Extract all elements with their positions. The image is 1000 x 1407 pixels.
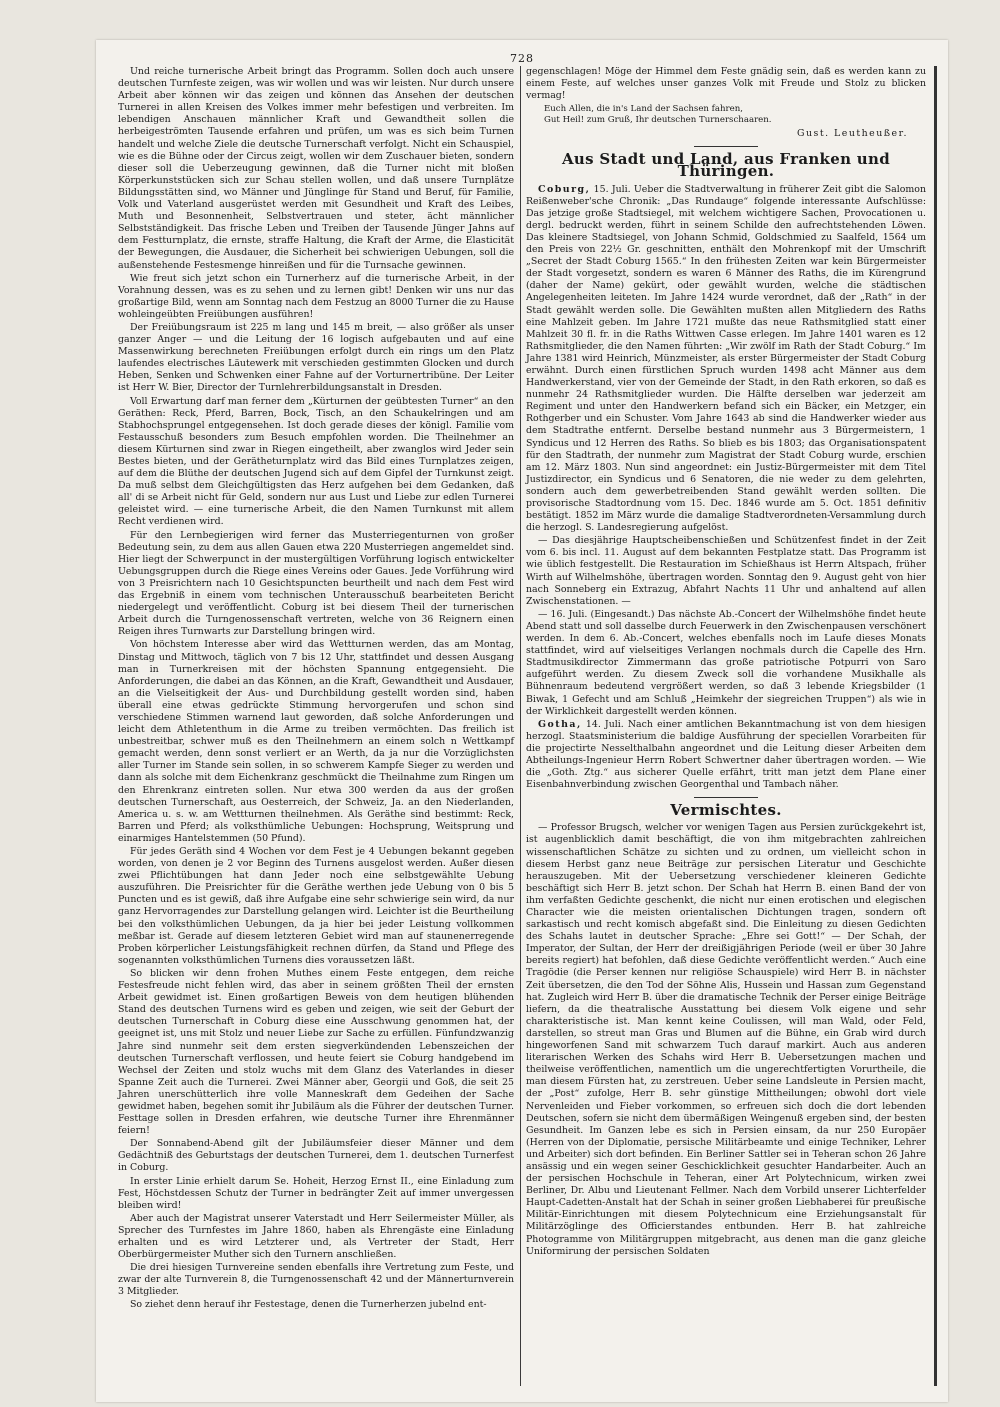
separator-rule [694, 797, 758, 798]
paragraph-text: Die drei hiesigen Turnvereine senden ebenfalls ihre Vertretung zum Feste, und zwar der alte Turnverein 8, die Turngenossenschaft 42 und der Männerturnverein 3 Mitglieder. [118, 1262, 514, 1298]
paragraph-text: — 16. Juli. (Eingesandt.) Das nächste Ab.-Concert der Wilhelmshöhe findet heute Abend statt und soll dasselbe durch Feuerwerk in den Zwischenpausen verschönert werden. In dem 6. Ab.-Concert, welches ebenfalls noch im Laufe dieses Monats stattfindet, wird auf vielseitiges Verlangen nochmals durch die Capelle des Hrn. Stadtmusikdirector Zimmermann das große patriotische Potpurri von Saro aufgeführt werden. Zu diesem Zweck soll die vorhandene Musikhalle als Bühnenraum bedeutend vergrößert werden, so daß 3 lebende Kriegsbilder (1 Biwak, 1 Gefecht und am Schluß „Heimkehr der siegreichen Truppen“) als wie in der Wirklichkeit dargestellt werden können. [526, 608, 926, 717]
article-paragraph [118, 530, 514, 639]
verse-line: Euch Allen, die in's Land der Sachsen fahren, [544, 104, 743, 115]
article-paragraph [526, 609, 926, 718]
paragraph-text: So ziehet denn herauf ihr Festestage, denen die Turnerherzen jubelnd ent- [130, 1299, 487, 1311]
paragraph-text: So blicken wir denn frohen Muthes einem Feste entgegen, dem reiche Festesfreude nicht fehlen wird, das aber in seinem größten Theil der ernsten Arbeit gewidmet ist. Einen großartigen Beweis von dem heutigen blühenden Stand des deutschen Turnens wird es geben und zeigen, wie seit der Geburt der deutschen Turnerschaft in Coburg diese eine Ausschwung genommen hat, der geeignet ist, uns mit Stolz und neuer Liebe zur Sache zu erfüllen. Fünfundzwanzig Jahre sind nunmehr seit dem ersten siegverkündenden Lebenszeichen der deutschen Turnerschaft verflossen, und heute feiert sie Coburg handgebend im Wechsel der Zeiten und stolz wuchs mit dem Glanz des Vaterlandes in dieser Spanne Zeit auch die Turnerei. Zwei Männer aber, Georgii und Goß, die seit 25 Jahren unerschütterlich ihre volle Manneskraft dem Gedeihen der Sache gewidmet haben, begehen somit ihr Jubiläum als die Führer der deutschen Turner. Festtage sollen in Dresden erfahren, wie deutsche Turner ihre Ehrenmänner feiern! [118, 967, 514, 1137]
article-paragraph [526, 184, 926, 535]
dateline: Coburg, [538, 183, 591, 195]
paragraph-text: Von höchstem Interesse aber wird das Wettturnen werden, das am Montag, Dinstag und Mittwoch, täglich von 7 bis 12 Uhr, stattfindet und dessen Ausgang man in Turnerkreisen mit der höchsten Spannung entgegensieht. Die Anforderungen, die dabei an das Können, an die Kraft, Gewandtheit und Ausdauer, an die Vielseitigkeit der Aus- und Durchbildung gestellt worden sind, haben überall eine etwas gedrückte Stimmung hervorgerufen und schon sind verschiedene Stimmen warnend laut geworden, daß solche Anforderungen und leicht dem Athletenthum in die Arme zu treiben vermöchten. Das freilich ist unbestreitbar, schwer muß es den Theilnehmern an einem solch n Wettkampf gemacht werden, denn sonst verliert er an Werth, da ja nur die Vorzüglichsten aller Turner im Stande sein sollen, in so schwerem Kampfe Sieger zu werden und dann als solche mit dem Eichenkranz geschmückt die Theilnahme zum Ringen um den Ehrenkranz eintreten sollen. Nur etwa 300 werden da aus der großen deutschen Turnerschaft, aus Oesterreich, der Schweiz, Ja. an den Niederlanden, America u. s. w. am Wettturnen theilnehmen. Als Geräthe sind bestimmt: Reck, Barren und Pferd; als volksthümliche Uebungen: Hochsprung, Weitsprung und einarmiges Hantelstemmen (50 Pfund). [118, 639, 514, 844]
right-column [526, 66, 926, 1259]
paragraph-text: Voll Erwartung darf man ferner dem „Kürturnen der geübtesten Turner“ an den Geräthen: Reck, Pferd, Barren, Bock, Tisch, an den Schaukelringen und am Stabhochsprungel entgegensehen. Ist doch gerade dieses der königl. Familie vom Festausschuß besonders zum Besuch empfohlen worden. Die Theilnehmer an diesem Kürturnen sind zwar in Riegen eingetheilt, aber zwanglos wird Jeder sein Bestes bieten, und der Gerätheturnplatz wird das Bild eines Turnplatzes zeigen, auf dem die Blüthe der deutschen Jugend sich auf dem Gipfel der Turnkunst zeigt. Da muß selbst dem Gleichgültigsten das Herz aufgehen bei dem Gedanken, daß all' di se Arbeit nicht für Geld, sondern nur aus Lust und Liebe zur edlen Turnerei geleistet wird. — eine turnerische Arbeit, die den Namen Turnkunst mit allem Recht verdienen wird. [118, 395, 514, 528]
left-column [118, 66, 514, 1313]
paragraph-text: Für den Lernbegierigen wird ferner das Musterriegenturnen von großer Bedeutung sein, zu dem aus allen Gauen etwa 220 Musterriegen angemeldet sind. Hier liegt der Schwerpunct in der mustergültigen Vorführung logisch entwickelter Uebungsgruppen durch die Riege eines Vereins oder Gaues. Jede Vorführung wird von 3 Preisrichtern nach 10 Gesichtspuncten beurtheilt und nach dem Fest wird das Ergebniß in einem vom technischen Unterausschuß bearbeiteten Bericht niedergelegt und veröffentlicht. Coburg ist bei diesem Theil der turnerischen Arbeit durch die Turngenossenschaft vertreten, welche von 36 Reignern einen Reigen ihres Turnwarts zur Darstellung bringen wird. [118, 529, 514, 638]
paragraph-text: Und reiche turnerische Arbeit bringt das Programm. Sollen doch auch unsere deutschen Turnfeste zeigen, was wir wollen und was wir leisten. Nur durch unsere Arbeit aber können wir das zeigen und können das Ansehen der deutschen Turnerei in allen Kreisen des Volkes immer mehr befestigen und verbreiten. Im lebendigen Anschauen männlicher Kraft und Gewandtheit sollen die herbeigeströmten Tausende erfahren und prüfen, um was es sich beim Turnen handelt und welche Ziele die deutsche Turnerschaft verfolgt. Nicht ein Schauspiel, wie es die Bühne oder der Circus zeigt, wollen wir dem Zuschauer bieten, sondern dieser soll die Ueberzeugung gewinnen, daß die Turner nicht mit bloßen Körperkunststücken sich zur Schau stellen wollen, und daß unsere Turnplätze Bildungsstätten sind, wo Männer und Jünglinge für Stand und Beruf, für Familie, Volk und Vaterland ausgerüstet werden mit Gesundheit und Kraft des Leibes, Muth und Besonnenheit, Selbstvertrauen und steter, ächt männlicher Selbstständigkeit. Das frische Leben und Treiben der Tausende Jünger Jahns auf dem Festturnplatz, die ernste, straffe Haltung, die Kraft der Arme, die Elasticität der Bewegungen, die Ausdauer, die Sicherheit bei schwierigen Uebungen, soll die außenstehende Festesmenge hinreißen und für die Turnsache gewinnen. [118, 66, 514, 271]
section-heading-miscellaneous: Vermischtes. [670, 801, 782, 820]
regional-news-body [526, 184, 926, 792]
right-border-rule [934, 66, 937, 1386]
paragraph-text: — Das diesjährige Hauptscheibenschießen und Schützenfest findet in der Zeit vom 6. bis incl. 11. August auf dem bekannten Festplatze statt. Das Programm ist wie üblich festgestellt. Die Restauration im Schießhaus ist Herrn Altspach, früher Wirth auf Wilhelmshöhe, übertragen worden. Sonntag den 9. August geht von hier nach Sonneberg ein Extrazug, Abfahrt Nachts 11 Uhr und anhaltend auf allen Zwischenstationen. — [526, 535, 926, 607]
article-paragraph [526, 719, 926, 792]
article-paragraph [118, 846, 514, 967]
paragraph-text: Wie freut sich jetzt schon ein Turnerherz auf die turnerische Arbeit, in der Vorahnung dessen, was es zu sehen und zu lernen gibt! Denken wir uns nur das großartige Bild, wenn am Sonntag nach dem Festzug an 8000 Turner die zu Hause wohleingeübten Freiübungen ausführen! [118, 272, 514, 320]
article-paragraph [118, 396, 514, 529]
article-paragraph [118, 273, 514, 321]
paragraph-text: Für jedes Geräth sind 4 Wochen vor dem Fest je 4 Uebungen bekannt gegeben worden, von denen je 2 vor Beginn des Turnens ausgelost werden. Außer diesen zwei Pflichtübungen hat dann Jeder noch eine selbstgewählte Uebung auszuführen. Die Preisrichter für die Geräthe werthen jede Uebung von 0 bis 5 Puncten und es ist gewiß, daß ihre Aufgabe eine sehr schwierige sein wird, da nur ganz Hervorragendes zur Darstellung gelangen wird. Leichter ist die Beurtheilung bei den volksthümlichen Uebungen, da ja hier bei jeder Leistung vollkommen meßbar ist. Gerade auf diesem letzteren Gebiet wird man auf staunenerregende Proben körperlicher Leistungsfähigkeit rechnen dürfen, da Stand und Pflege des sogenannten volksthümlichen Turnens dies voraussetzen läßt. [118, 846, 514, 966]
article-continuation: gegenschlagen! Möge der Himmel dem Feste gnädig sein, daß es werden kann zu einem Feste, auf welches unser ganzes Volk mit Freude und Stolz zu blicken vermag! [526, 66, 926, 102]
section-heading-regional: Aus Stadt und Land, aus Franken und Thüringen. [561, 150, 891, 181]
miscellaneous-body [526, 822, 926, 1257]
page-number: 728 [510, 52, 534, 65]
closing-verse [544, 104, 926, 126]
article-paragraph [118, 66, 514, 272]
verse-line: Gut Heil! zum Gruß, Ihr deutschen Turnerschaaren. [544, 115, 772, 126]
article-paragraph [118, 639, 514, 845]
article-paragraph [118, 1262, 514, 1298]
paragraph-text: Der Sonnabend-Abend gilt der Jubiläumsfeier dieser Männer und dem Gedächtniß des Geburtstags der deutschen Turnerei, dem 1. deutschen Turnerfest in Coburg. [118, 1138, 514, 1174]
paragraph-text: 14. Juli. Nach einer amtlichen Bekanntmachung ist von dem hiesigen herzogl. Staatsministerium die baldige Ausführung der speciellen Vorarbeiten für die projectirte Nesselthalbahn angeordnet und die Leitung dieser Arbeiten dem Abtheilungs-Ingenieur Herrn Robert Schwertner daher übertragen worden. — Wie die „Goth. Ztg.“ aus sicherer Quelle erfährt, tritt man jetzt dem Plane einer Eisenbahnverbindung zwischen Georgenthal und Tambach näher. [526, 718, 926, 791]
separator-rule [694, 146, 758, 147]
article-paragraph [526, 822, 926, 1257]
article-paragraph [118, 1138, 514, 1174]
newspaper-page [96, 40, 948, 1402]
paragraph-text: — Professor Brugsch, welcher vor wenigen Tagen aus Persien zurückgekehrt ist, ist augenblicklich damit beschäftigt, die von ihm mitgebrachten zahlreichen wissenschaftlichen Schätze zu sichten und zu ordnen, um vielleicht schon in diesem Herbst ganz neue Beiträge zur persischen Literatur und Geschichte herauszugeben. Mit der Uebersetzung verschiedener kleineren Gedichte beschäftigt sich Herr B. jetzt schon. Der Schah hat Herrn B. einen Band der von ihm verfaßten Gedichte geschenkt, die nicht nur einen erotischen und elegischen Character wie die meisten orientalischen Dichtungen tragen, sondern oft sarkastisch und recht komisch abgefaßt sind. Die Einleitung zu diesen Gedichten des Schahs lautet in deutscher Sprache: „Ehre sei Gott!“ — Der Schah, der Imperator, der Sultan, der Herr der dreißigjährigen Periode (weil er über 30 Jahre bereits regiert) hat befohlen, daß diese Gedichte veröffentlicht werden.“ Auch eine Tragödie (die Perser kennen nur religiöse Schauspiele) wird Herr B. in nächster Zeit übersetzen, die den Tod der Söhne Alis, Hussein und Hassan zum Gegenstand hat. Zugleich wird Herr B. über die dramatische Technik der Perser einige Beiträge liefern, da die theatralische Ausstattung bei diesem Volk eigene und sehr charakteristische ist. Man kennt keine Coulissen, will man Wald, oder Feld, darstellen, so streut man Gras und Blumen auf die Bühne, ein Grab wird durch hingeworfenen Sand mit schwarzem Tuch darauf markirt. Auch aus anderen literarischen Werken des Schahs wird Herr B. Uebersetzungen machen und theilweise veröffentlichen, namentlich um die ungerechtfertigten Vorurtheile, die man diesem Fürsten hat, zu zerstreuen. Ueber seine Landsleute in Persien macht, der „Post“ zufolge, Herr B. sehr günstige Mittheilungen; obwohl dort viele Nervenleiden und Fieber vorkommen, so erfreuen sich doch die dort lebenden Deutschen, sofern sie nicht dem übermäßigen Weingenuß ergeben sind, der besten Gesundheit. Im Ganzen lebe es sich in Persien einsam, da nur 250 Europäer (Herren von der Diplomatie, persische Militärbeamte und einige Techniker, Lehrer und Arbeiter) sich dort befinden. Ein Berliner Sattler sei in Teheran schon 26 Jahre ansässig und ein wegen seiner Geschicklichkeit gesuchter Handarbeiter. Auch an der persischen Hochschule in Teheran, einer Art Polytechnicum, wirken zwei Berliner, Dr. Albu und Lieutenant Fellmer. Nach dem Vorbild unserer Lichterfelder Haupt-Cadetten-Anstalt hat der Schah in seiner großen Liebhaberei für preußische Militär-Einrichtungen mit diesem Polytechnicum eine Erziehungsanstalt für Militärzöglinge des Officierstandes entbunden. Herr B. hat zahlreiche Photogramme von Militärgruppen mitgebracht, aus denen man die ganz gleiche Uniformirung der persischen Soldaten [526, 822, 926, 1257]
article-paragraph [118, 1176, 514, 1212]
paragraph-text: 15. Juli. Ueber die Stadtverwaltung in früherer Zeit gibt die Salomon Reißenweber'sche Chronik: „Das Rundauge“ folgende interessante Aufschlüsse: Das jetzige große Stadtsiegel, mit welchem wichtigere Sachen, Provocationen u. dergl. bedruckt werden, führt in seinem Schilde den aufrechtstehenden Löwen. Das kleinere Stadtsiegel, von Johann Schmid, Goldschmied zu Saalfeld, 1564 um den Preis von 22½ Gr. geschnitten, enthält den Mohrenkopf mit der Umschrift „Secret der Stadt Coburg 1565.“ In den frühesten Zeiten war kein Bürgermeister der Stadt vorgesetzt, sondern es waren 6 Männer des Raths, die im Kürengrund (daher der Name) gekürt, oder gewählt wurden, welche die städtischen Angelegenheiten leiteten. Im Jahre 1424 wurde verordnet, daß der „Rath“ in der Stadt gewählt werden solle. Die Gewählten mußten allen Mitgliedern des Raths eine Mahlzeit geben. Im Jahre 1721 mußte das neue Rathsmitglied statt einer Mahlzeit 30 fl. fr. in die Raths Wittwen Casse erlegen. Im Jahre 1401 waren es 12 Rathsmitglieder, die den Namen führten: „Wir zwölf im Rath der Stadt Coburg.“ Im Jahre 1381 wird Heinrich, Münzmeister, als erster Bürgermeister der Stadt Coburg erwähnt. Durch einen fürstlichen Spruch wurden 1498 acht Männer aus dem Handwerkerstand, vier von der Gemeinde der Stadt, in den Rath erkoren, so daß es nunmehr 24 Rathsmitglieder wurden. Die Hälfte derselben war jederzeit am Regiment und unter den Handwerkern befand sich ein Bäcker, ein Metzger, ein Rothgerber und ein Schuster. Vom Jahre 1643 ab sind die Handwerker wieder aus dem Stadtrathe entfernt. Derselbe bestand nunmehr aus 3 Bürgermeistern, 1 Syndicus und 12 Herren des Raths. So blieb es bis 1803; das Organisationspatent für den Stadtrath, der nunmehr zum Magistrat der Stadt Coburg wurde, erschien am 12. März 1803. Nun sind angeordnet: ein Justiz-Bürgermeister mit dem Titel Justizdirector, ein Syndicus und 6 Senatoren, die nie weder zu dem gelehrten, sondern auch dem gewerbetreibenden Stand gewählt werden sollten. Die provisorische Stadtordnung vom 15. Dec. 1846 wurde am 5. Oct. 1851 definitiv bestätigt. 1852 im März wurde die damalige Stadtverordneten-Versammlung durch die herzogl. S. Landesregierung aufgelöst. [526, 183, 926, 534]
article-paragraph [118, 1213, 514, 1261]
article-paragraph [526, 535, 926, 608]
paragraph-text: In erster Linie erhielt darum Se. Hoheit, Herzog Ernst II., eine Einladung zum Fest, Höchstdessen Schutz der Turner in bedrängter Zeit auf immer unvergessen bleiben wird! [118, 1175, 514, 1211]
paragraph-text: Der Freiübungsraum ist 225 m lang und 145 m breit, — also größer als unser ganzer Anger — und die Leitung der 16 logisch aufgebauten und auf eine Massenwirkung berechneten Freiübungen erfolgt durch ein rings um den Platz laufendes electrisches Läutewerk mit verschieden gestimmten Glocken und durch Heben, Senken und Schwenken einer Fahne auf der Vorturnertribüne. Der Leiter ist Herr W. Bier, Director der Turnlehrerbildungsanstalt in Dresden. [118, 321, 514, 394]
dateline: Gotha, [538, 718, 582, 730]
column-divider [520, 66, 521, 1386]
paragraph-text: Aber auch der Magistrat unserer Vaterstadt und Herr Seilermeister Müller, als Sprecher des Turnfestes im Jahre 1860, haben als Ehrengäste eine Einladung erhalten und es wird Letzterer und, als Vertreter der Stadt, Herr Oberbürgermeister Muther sich den Turnern anschließen. [118, 1212, 514, 1261]
article-paragraph [118, 322, 514, 395]
article-paragraph [118, 1299, 514, 1311]
article-paragraph [118, 968, 514, 1137]
author-signature: Gust. Leutheußer. [796, 128, 908, 140]
